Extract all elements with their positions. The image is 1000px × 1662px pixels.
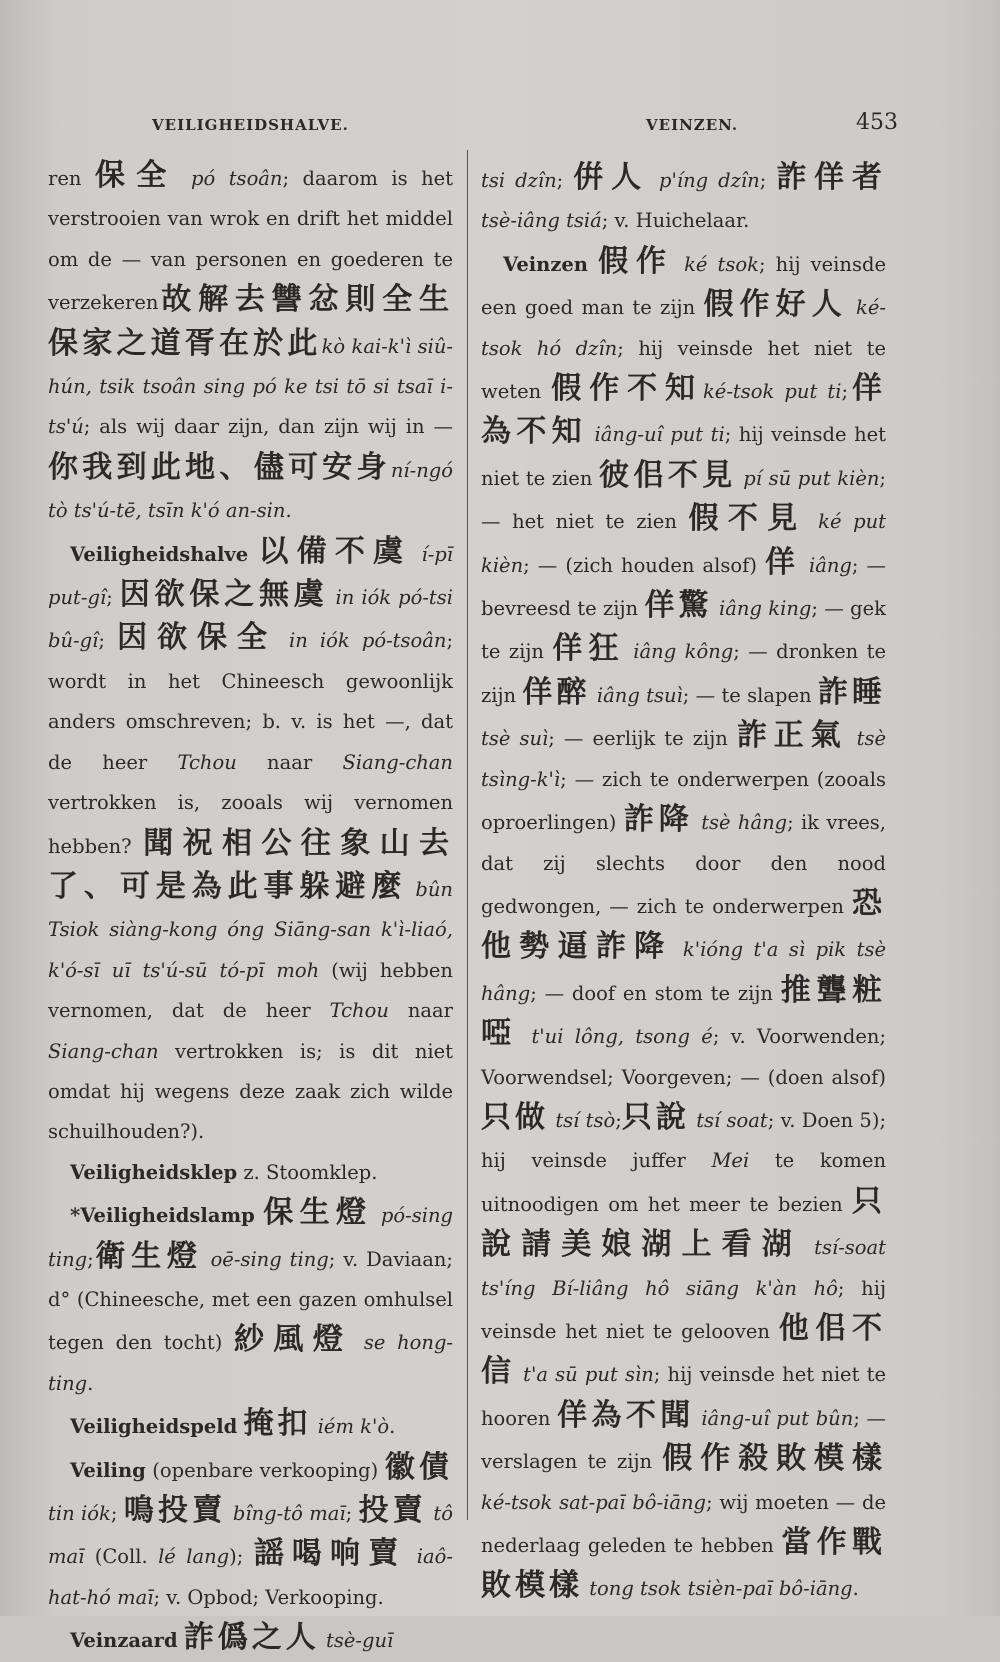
- entry-text: .: [389, 1415, 396, 1439]
- romanization: lé lang: [158, 1545, 230, 1569]
- entry-text: ; hij veinsde het niet te gelooven: [481, 1276, 886, 1343]
- romanization: ké put kièn: [481, 510, 886, 577]
- romanization: bîng-tô maī: [226, 1502, 346, 1525]
- dictionary-entry: [48, 1618, 453, 1661]
- romanization: iâng tsuì: [590, 683, 683, 707]
- entry-text: ;: [98, 629, 118, 653]
- romanization: iâng kông: [624, 640, 734, 664]
- entry-text: ; hij veinsde een goed man te zijn: [481, 252, 886, 320]
- chinese-characters: 紗風燈: [233, 1322, 353, 1358]
- chinese-characters: 倂人: [573, 160, 649, 195]
- chinese-characters: 假作好人: [703, 287, 848, 323]
- chinese-characters: 謡喝响賣: [253, 1536, 407, 1572]
- right-column: [481, 158, 887, 1604]
- entry-text: ; — verslagen te zijn: [481, 1406, 886, 1474]
- chinese-characters: 假作: [598, 243, 674, 279]
- romanization: bûn Tsiok siàng-kong óng Siāng-san k'ì-liaó, k'ó-sī uī ts'ú-sū tó-pī moh: [48, 877, 453, 982]
- chinese-characters: 假作殺敗模樣: [662, 1441, 887, 1477]
- chinese-characters: 佯: [765, 544, 801, 580]
- entry-text: ; v. Huichelaar.: [601, 209, 750, 233]
- chinese-characters: 詐僞之人: [183, 1620, 320, 1656]
- romanization: p'íng dzîn: [648, 169, 760, 192]
- romanization: k'ióng t'a sì pik tsè hâng: [481, 938, 886, 1005]
- romanization: pó tsoân: [177, 167, 283, 190]
- chinese-characters: 當作戰敗模樣: [481, 1525, 886, 1604]
- romanization: iâng-uî put ti: [586, 423, 725, 447]
- romanization: Tchou: [177, 750, 237, 774]
- headword: Veiligheidshalve: [70, 542, 249, 566]
- entry-text: );: [229, 1545, 254, 1569]
- chinese-characters: 投賣: [358, 1493, 427, 1528]
- romanization: iém k'ò: [311, 1415, 390, 1439]
- entry-text: (wij hebben vernomen, dat de heer: [48, 958, 453, 1023]
- entry-text: ; v. Voorwenden; Voorwendsel; Voorgeven; — (doen alsof): [481, 1025, 887, 1089]
- entry-text: ;: [759, 169, 777, 192]
- headword: Veinzen: [503, 252, 588, 276]
- chinese-characters: 推聾粧啞: [481, 972, 886, 1052]
- entry-text: [588, 253, 598, 276]
- romanization: tong tsok tsièn-paī bô-iāng: [583, 1577, 853, 1601]
- chinese-characters: 聞祝相公往象山去了、可是為此事躲避麼: [48, 825, 453, 904]
- entry-text: ; hij veinsde het niet te zien: [481, 423, 887, 490]
- romanization: tin iók: [48, 1502, 111, 1525]
- entry-text: ren: [48, 167, 95, 190]
- romanization: oē-sing ting: [202, 1247, 329, 1271]
- romanization: ní-ngó tò ts'ú-tē, tsīn k'ó an-sin: [48, 458, 453, 523]
- romanization: ké tsok: [673, 252, 759, 276]
- romanization: iâng: [800, 553, 852, 577]
- entry-text: (Coll.: [84, 1545, 159, 1569]
- romanization: tsè suì: [481, 727, 549, 751]
- chinese-characters: 假不見: [688, 501, 807, 537]
- page-number: 453: [856, 110, 898, 135]
- entry-text: ; hij veinsde het niet te weten: [481, 336, 886, 404]
- header-left-guideword: VEILIGHEIDSHALVE.: [152, 116, 349, 134]
- chinese-characters: 他佀不信: [481, 1310, 887, 1390]
- romanization: Tchou: [329, 999, 389, 1023]
- chinese-characters: 掩扣: [243, 1406, 312, 1442]
- romanization: ké-tsok sat-paī bô-iāng: [481, 1490, 707, 1514]
- chinese-characters: 佯醉: [522, 674, 591, 710]
- romanization: pó-sing ting: [48, 1204, 454, 1271]
- romanization: ké-tsok put ti: [702, 380, 842, 404]
- chinese-characters: 詐正氣: [736, 718, 848, 754]
- romanization: in iók pó-tsi bû-gî: [48, 586, 454, 653]
- romanization: iâng king: [712, 597, 812, 621]
- entry-text: ;: [556, 169, 574, 192]
- entry-text: ;: [841, 380, 849, 404]
- chinese-characters: 你我到此地、儘可安身: [48, 449, 391, 485]
- dictionary-entry: [48, 1404, 453, 1447]
- chinese-characters: 保全: [94, 158, 178, 193]
- entry-text: ; — gek te zijn: [481, 597, 886, 664]
- romanization: Mei: [711, 1149, 750, 1173]
- headword: Veiligheidspeld: [70, 1415, 238, 1439]
- entry-text: te komen uitnoodigen om het meer te bezien: [481, 1149, 886, 1216]
- entry-text: ; — dronken te zijn: [481, 640, 887, 707]
- entry-text: vertrokken is; is dit niet omdat hij wegens deze zaak zich wilde schuilhouden?).: [48, 1039, 453, 1144]
- entry-text: [248, 543, 258, 566]
- chinese-characters: 詐降: [623, 802, 694, 838]
- entry-text: ; — zich te onderwerpen (zooals oproerlingen): [481, 767, 886, 835]
- dictionary-entry: [481, 158, 886, 242]
- chinese-characters: 只做: [481, 1099, 550, 1135]
- romanization: iaô-hat-hó maī: [48, 1545, 453, 1609]
- column-divider: [467, 150, 468, 1520]
- chinese-characters: 恐他勢逼詐降: [481, 885, 886, 965]
- romanization: t'a sū put sìn: [515, 1363, 654, 1387]
- entry-text: ; — het niet te zien: [481, 466, 886, 534]
- entry-text: (openbare verkooping): [145, 1458, 385, 1482]
- chinese-characters: 以備不虞: [258, 533, 412, 569]
- headword: Veinzaard: [70, 1629, 178, 1653]
- chinese-characters: 彼佀不見: [599, 457, 737, 493]
- entry-text: ;: [87, 1247, 94, 1271]
- romanization: tsí tsò: [549, 1108, 616, 1132]
- romanization: tsè-guī: [319, 1629, 394, 1653]
- chinese-characters: 假作不知: [551, 371, 703, 407]
- chinese-characters: 佯為不聞: [557, 1397, 695, 1433]
- romanization: kò kai-k'ì siû-hún, tsik tsoân sing pó ke tsi tō si tsaī i-ts'ú: [48, 334, 453, 439]
- romanization: Siang-chan: [342, 750, 453, 774]
- entry-text: .: [87, 1371, 94, 1395]
- entry-text: [255, 1204, 264, 1227]
- entry-text: ; — te slapen: [682, 683, 818, 707]
- entry-text: ; ik vrees, dat zij slechts door den nood gedwongen, — zich te onderwerpen: [481, 811, 886, 918]
- entry-text: ; v. Opbod; Verkooping.: [153, 1585, 384, 1609]
- entry-text: ; wij moeten — de nederlaag geleden te hebben: [481, 1490, 886, 1557]
- chinese-characters: 只說: [621, 1099, 690, 1135]
- chinese-characters: 佯狂: [552, 631, 625, 667]
- chinese-characters: 保生燈: [263, 1195, 373, 1231]
- romanization: t'ui lông, tsong é: [520, 1025, 713, 1049]
- romanization: tsè hâng: [693, 811, 788, 835]
- romanization: Siang-chan: [48, 1039, 159, 1063]
- entry-text: naar: [236, 750, 343, 774]
- entry-text: ;: [106, 586, 120, 610]
- chinese-characters: 佯驚: [644, 588, 713, 624]
- dictionary-entry: [48, 1153, 453, 1193]
- chinese-characters: 因欲保全: [117, 620, 277, 656]
- romanization: iâng-uî put bûn: [694, 1406, 854, 1430]
- entry-text: vertrokken is, zooals wij vernomen hebben?: [48, 791, 453, 858]
- chinese-characters: 詐睡: [817, 674, 886, 710]
- romanization: pí sū put kièn: [736, 466, 880, 490]
- romanization: tsi dzîn: [481, 169, 557, 192]
- romanization: se hong-ting: [48, 1331, 454, 1395]
- romanization: í-pī put-gî: [48, 542, 454, 610]
- chinese-characters: 詐佯者: [776, 160, 886, 195]
- entry-text: ; wordt in het Chineesch gewoonlijk anders omschreven; b. v. is het —, dat de heer: [48, 629, 454, 774]
- romanization: in iók pó-tsoân: [276, 629, 447, 653]
- headword: Veiligheidsklep: [70, 1160, 238, 1184]
- entry-text: ; als wij daar zijn, dan zijn wij in —: [83, 415, 453, 439]
- headword: Veiling: [70, 1458, 146, 1482]
- chinese-characters: 因欲保之無虞: [119, 577, 329, 613]
- header-right-guideword: VEINZEN.: [646, 116, 739, 134]
- romanization: ké-tsok hó dzîn: [481, 296, 887, 360]
- entry-text: ; — doof en stom te zijn: [530, 981, 781, 1005]
- running-head: [0, 110, 1000, 140]
- romanization: tsè-iâng tsiá: [481, 209, 602, 233]
- chinese-characters: 鳴投賣: [123, 1493, 227, 1528]
- entry-text: ; hij veinsde het niet te hooren: [481, 1363, 886, 1430]
- romanization: tsè tsìng-k'ì: [481, 727, 887, 791]
- dictionary-entry: [48, 532, 453, 1153]
- entry-text: ; — eerlijk te zijn: [548, 727, 737, 751]
- chinese-characters: 佯為不知: [481, 371, 886, 450]
- dictionary-entry: [48, 1448, 453, 1619]
- romanization: tô maī: [48, 1502, 453, 1569]
- entry-text: ;: [615, 1108, 622, 1132]
- entry-text: ; v. Doen 5); hij veinsde juffer: [481, 1108, 887, 1173]
- chinese-characters: 故解去讐忿則全生保家之道胥在於此: [48, 282, 453, 361]
- entry-text: naar: [388, 999, 453, 1023]
- left-column: [48, 156, 454, 1656]
- chinese-characters: 只說請美娘湖上看湖: [481, 1183, 886, 1263]
- dictionary-entry: [48, 1193, 453, 1404]
- dictionary-entry: [48, 156, 453, 532]
- chinese-characters: 徽債: [384, 1449, 453, 1485]
- romanization: tsí-soat ts'íng Bí-liâng hô siāng k'àn hô: [481, 1236, 887, 1300]
- entry-text: .: [852, 1577, 859, 1601]
- entry-text: ;: [345, 1502, 359, 1525]
- chinese-characters: 衛生燈: [93, 1238, 203, 1274]
- entry-text: .: [285, 499, 292, 523]
- entry-text: ; v. Daviaan; d° (Chineesche, met een gazen omhulsel tegen den tocht): [48, 1247, 454, 1355]
- entry-text: z. Stoomklep.: [237, 1160, 378, 1184]
- entry-text: ; — bevreesd te zijn: [481, 553, 886, 621]
- dictionary-entry: [481, 242, 886, 1610]
- entry-text: ;: [110, 1502, 124, 1525]
- entry-text: ; — (zich houden alsof): [523, 553, 766, 577]
- entry-text: ; daarom is het verstrooien van wrok en drift het middel om de — van personen en goederen te verzekeren: [48, 167, 454, 315]
- romanization: tsí soat: [689, 1108, 768, 1132]
- headword: *Veiligheidslamp: [70, 1204, 255, 1228]
